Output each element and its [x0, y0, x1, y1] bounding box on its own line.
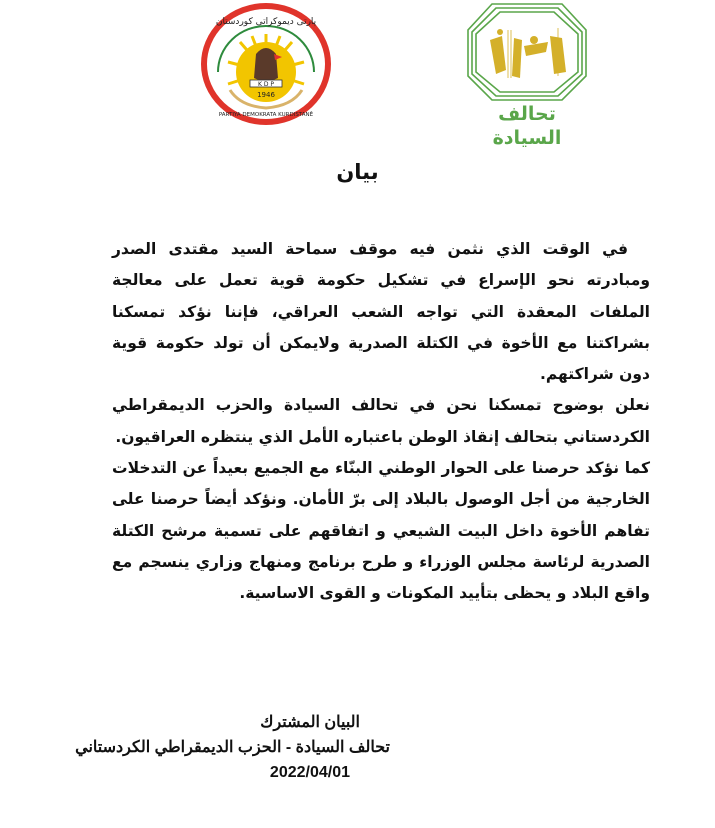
siyada-emblem-icon	[462, 0, 592, 110]
svg-text:K D P: K D P	[258, 81, 274, 88]
kdp-logo	[200, 2, 332, 126]
paragraph-3: كما نؤكد حرصنا على الحوار الوطني البنّاء مع الجميع بعيداً عن التدخلات الخارجية من أجل الوصول بالبلاد إلى برّ الأمان. ونؤكد أيضاً حرصنا على تفاهم الأخوة داخل البيت الشيعي و اتفاقهم على تسمية مرشح الكتلة الصدرية لرئاسة مجلس الوزراء و طرح برنامج ومنهاج وزاري ينسجم مع واقع البلاد و يحظى بتأييد المكونات و القوى الاساسية.	[112, 459, 650, 603]
signature-date: 2022/04/01	[269, 764, 350, 781]
svg-text:PARTIYA DEMOKRATA KURDISTANÊ: PARTIYA DEMOKRATA KURDISTANÊ	[218, 112, 314, 118]
siyada-logo-label: تحالف السيادة	[492, 103, 562, 149]
paragraph-2: نعلن بوضوح تمسكنا نحن في تحالف السيادة والحزب الديمقراطي الكردستاني بتحالف إنقاذ الوطن باعتباره الأمل الذي ينتظره العراقيون.	[112, 396, 650, 446]
document-title: بيان	[336, 160, 379, 184]
signature-title: البيان المشترك	[260, 714, 360, 731]
paragraph-1: في الوقت الذي نثمن فيه موقف سماحة السيد مقتدى الصدر ومبادرته نحو الإسراع في تشكيل حكومة قوية تعمل على معالجة الملفات المعقدة التي تواجه الشعب العراقي، فإننا نؤكد تمسكنا بشراكتنا مع الأخوة في الكتلة الصدرية ولايمكن أن تولد حكومة قوية دون شراكتهم.	[112, 240, 650, 384]
kdp-emblem-icon	[200, 2, 332, 126]
statement-body	[112, 234, 650, 610]
svg-text:1946: 1946	[257, 91, 275, 99]
signature-parties: تحالف السيادة - الحزب الديمقراطي الكردستاني	[75, 739, 390, 756]
signature-block	[0, 710, 390, 785]
svg-text:پارتی دیموکراتی کوردستان: پارتی دیموکراتی کوردستان	[215, 17, 317, 27]
